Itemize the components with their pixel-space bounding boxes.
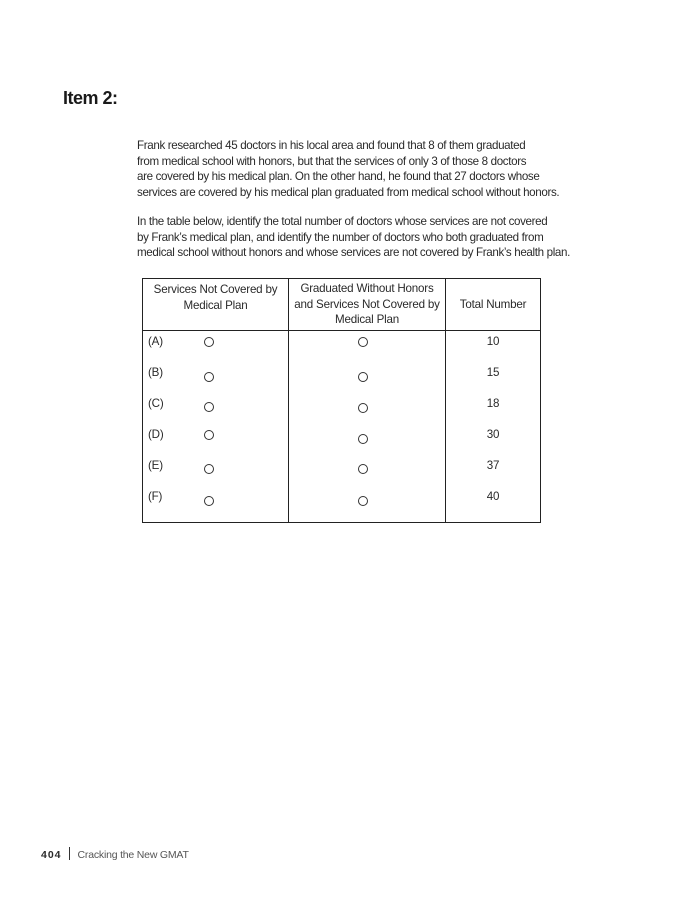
text-line: Frank researched 45 doctors in his local area and found that 8 of them graduated bbox=[137, 139, 526, 152]
text-line: are covered by his medical plan. On the other hand, he found that 27 doctors whose bbox=[137, 170, 540, 183]
text-line: by Frank’s medical plan, and identify the number of doctors who both graduated from bbox=[137, 230, 544, 244]
header-not-covered: Services Not Covered by Medical Plan bbox=[143, 279, 289, 331]
option-label: (A) bbox=[148, 335, 163, 348]
option-label: (F) bbox=[148, 490, 163, 503]
page-number: 404 bbox=[41, 849, 62, 861]
radio-without-honors[interactable] bbox=[358, 372, 368, 382]
option-label: (D) bbox=[148, 428, 164, 441]
col-total-cell bbox=[446, 455, 541, 486]
col-without-honors-cell bbox=[289, 331, 446, 363]
total-number: 15 bbox=[486, 366, 500, 379]
text-line: from medical school with honors, but that the services of only 3 of those 8 doctors bbox=[137, 154, 527, 168]
col-without-honors-cell bbox=[289, 393, 446, 424]
col-not-covered-cell bbox=[143, 486, 289, 523]
radio-not-covered[interactable] bbox=[204, 402, 214, 412]
item-title: Item 2: bbox=[63, 88, 118, 108]
col-without-honors-cell bbox=[289, 424, 446, 455]
option-label: (E) bbox=[148, 459, 163, 472]
text-line: In the table below, identify the total number of doctors whose services are not covered bbox=[137, 215, 548, 228]
col-total-cell bbox=[446, 486, 541, 523]
col-total-cell bbox=[446, 331, 541, 363]
option-label: (B) bbox=[148, 366, 163, 379]
radio-not-covered[interactable] bbox=[204, 430, 214, 440]
col-without-honors-cell bbox=[289, 362, 446, 393]
text-line: services are covered by his medical plan graduated from medical school without honors. bbox=[137, 185, 560, 199]
total-number: 10 bbox=[486, 335, 500, 348]
radio-not-covered[interactable] bbox=[204, 337, 214, 347]
book-title: Cracking the New GMAT bbox=[77, 849, 189, 861]
col-not-covered-cell bbox=[143, 331, 289, 363]
table-row bbox=[143, 331, 541, 363]
radio-without-honors[interactable] bbox=[358, 464, 368, 474]
radio-without-honors[interactable] bbox=[358, 496, 368, 506]
problem-paragraph bbox=[137, 138, 559, 200]
table-row bbox=[143, 362, 541, 393]
answer-table bbox=[142, 278, 541, 523]
radio-not-covered[interactable] bbox=[204, 372, 214, 382]
instruction-paragraph bbox=[137, 214, 570, 261]
col-total-cell bbox=[446, 362, 541, 393]
page-footer bbox=[41, 847, 189, 861]
table-row bbox=[143, 393, 541, 424]
option-label: (C) bbox=[148, 397, 164, 410]
total-number: 18 bbox=[486, 397, 500, 410]
radio-not-covered[interactable] bbox=[204, 496, 214, 506]
radio-without-honors[interactable] bbox=[358, 337, 368, 347]
radio-without-honors[interactable] bbox=[358, 434, 368, 444]
total-number: 30 bbox=[486, 428, 500, 441]
header-total: Total Number bbox=[446, 279, 541, 331]
col-without-honors-cell bbox=[289, 455, 446, 486]
col-total-cell bbox=[446, 393, 541, 424]
total-number: 37 bbox=[486, 459, 500, 472]
table-row bbox=[143, 424, 541, 455]
radio-without-honors[interactable] bbox=[358, 403, 368, 413]
text-line: medical school without honors and whose services are not covered by Frank’s health plan. bbox=[137, 246, 570, 259]
col-not-covered-cell bbox=[143, 424, 289, 455]
divider bbox=[69, 847, 70, 860]
col-without-honors-cell bbox=[289, 486, 446, 523]
table-row bbox=[143, 455, 541, 486]
radio-not-covered[interactable] bbox=[204, 464, 214, 474]
col-not-covered-cell bbox=[143, 455, 289, 486]
table-row bbox=[143, 486, 541, 523]
header-without-honors: Graduated Without Honors and Services Not Covered by Medical Plan bbox=[289, 279, 446, 331]
col-total-cell bbox=[446, 424, 541, 455]
total-number: 40 bbox=[486, 490, 500, 503]
col-not-covered-cell bbox=[143, 362, 289, 393]
col-not-covered-cell bbox=[143, 393, 289, 424]
